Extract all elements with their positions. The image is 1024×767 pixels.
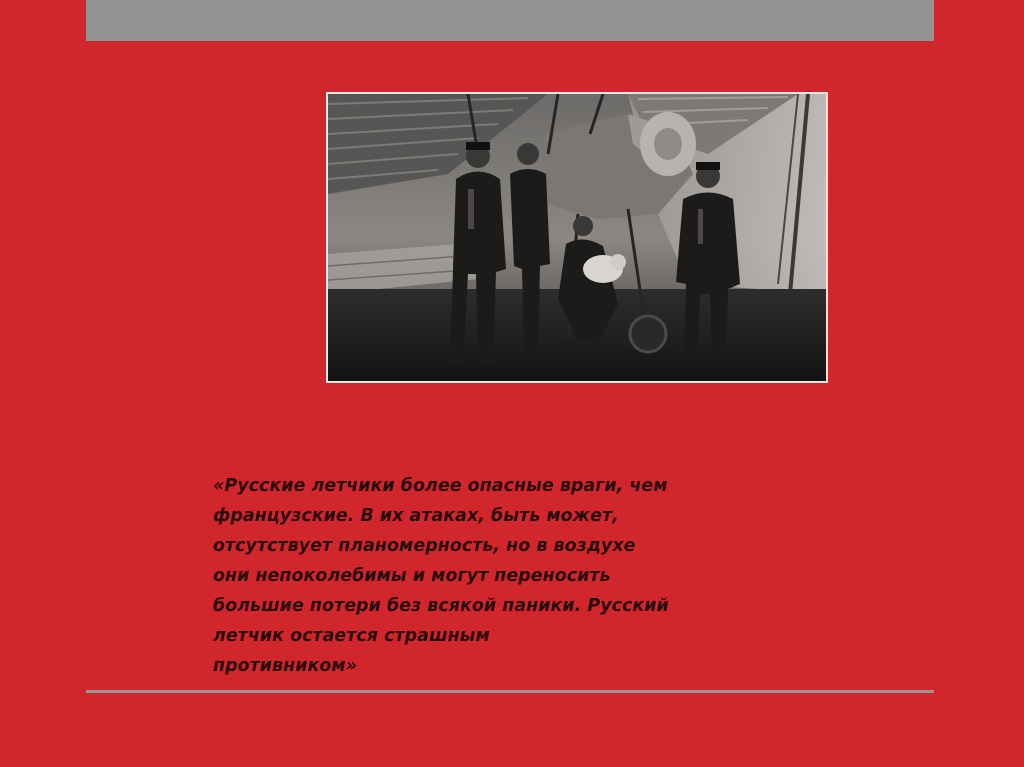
quote-text: «Русские летчики более опасные враги, чем французские. В их атаках, быть может, отсутствует планомерность, но в воздухе они непоколебимы и могут переносить большие потери без всякой паники. Русский летчик остается страшным противником»	[213, 476, 669, 676]
historical-photo	[326, 92, 828, 383]
top-bar	[86, 0, 934, 41]
bottom-divider	[86, 690, 934, 693]
aviators-photo-icon	[328, 94, 826, 381]
